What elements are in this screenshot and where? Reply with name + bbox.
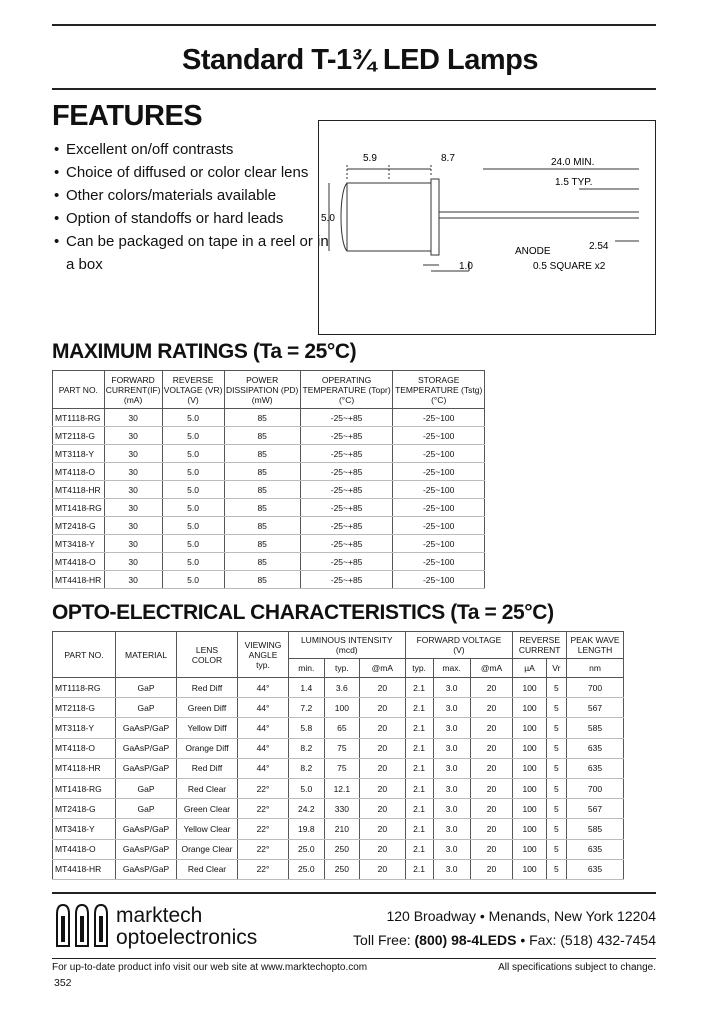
table-cell: 85 (224, 463, 300, 481)
table-cell: 20 (470, 778, 513, 798)
table-cell: 2.1 (405, 738, 433, 758)
table-cell: 5.0 (162, 553, 224, 571)
table-cell: 5.0 (289, 778, 325, 798)
table-cell: 5 (546, 738, 566, 758)
table-cell: MT1118-RG (53, 678, 116, 698)
table-cell: 100 (513, 839, 546, 859)
table-row (53, 718, 624, 738)
table-row (53, 859, 624, 879)
feature-item: • Option of standoffs or hard leads (54, 207, 334, 230)
table-cell: 19.8 (289, 819, 325, 839)
table-cell: 20 (470, 678, 513, 698)
table-cell: 20 (360, 678, 405, 698)
column-header: FORWARD VOLTAGE (V) (405, 632, 513, 659)
dim-label: 2.54 (589, 241, 609, 252)
table-cell: Red Diff (177, 758, 238, 778)
table-cell: 22° (238, 839, 289, 859)
table-row (53, 553, 485, 571)
sub-header: max. (433, 659, 470, 678)
column-header: VIEWING ANGLE typ. (238, 632, 289, 678)
table-cell: 3.0 (433, 738, 470, 758)
table-cell: -25~100 (393, 463, 485, 481)
table-cell: 20 (360, 839, 405, 859)
column-header: LUMINOUS INTENSITY (mcd) (289, 632, 406, 659)
feature-item: • Choice of diffused or color clear lens (54, 161, 334, 184)
opto-body (53, 678, 624, 880)
features-heading: FEATURES (52, 100, 203, 132)
sub-header: @mA (360, 659, 405, 678)
column-header: MATERIAL (116, 632, 177, 678)
table-cell: 20 (360, 758, 405, 778)
table-row (53, 463, 485, 481)
table-cell: 20 (360, 738, 405, 758)
table-cell: 250 (324, 859, 360, 879)
dim-label: 1.5 TYP. (555, 177, 593, 188)
table-cell: 30 (104, 427, 162, 445)
table-cell: MT4418-O (53, 553, 105, 571)
table-cell: 5 (546, 758, 566, 778)
table-row (53, 445, 485, 463)
table-cell: 20 (470, 718, 513, 738)
table-cell: Orange Diff (177, 738, 238, 758)
table-cell: 7.2 (289, 698, 325, 718)
table-cell: 85 (224, 553, 300, 571)
table-row (53, 698, 624, 718)
table-cell: -25~+85 (300, 427, 393, 445)
table-cell: GaAsP/GaP (116, 718, 177, 738)
table-cell: 30 (104, 481, 162, 499)
table-cell: 3.0 (433, 778, 470, 798)
table-cell: 3.0 (433, 799, 470, 819)
table-cell: 3.0 (433, 678, 470, 698)
table-cell: MT4418-HR (53, 859, 116, 879)
table-cell: 8.2 (289, 758, 325, 778)
table-cell: MT1418-RG (53, 778, 116, 798)
table-cell: Red Clear (177, 778, 238, 798)
sub-header: nm (567, 659, 624, 678)
table-cell: 585 (567, 819, 624, 839)
table-cell: 700 (567, 678, 624, 698)
table-cell: -25~+85 (300, 571, 393, 589)
table-cell: MT3118-Y (53, 718, 116, 738)
table-cell: MT2418-G (53, 799, 116, 819)
table-cell: 100 (513, 859, 546, 879)
table-cell: MT4118-HR (53, 758, 116, 778)
page-number: 352 (54, 977, 72, 989)
table-cell: 635 (567, 859, 624, 879)
top-rule (52, 24, 656, 26)
table-cell: -25~100 (393, 571, 485, 589)
title-rule (52, 88, 656, 90)
table-cell: -25~100 (393, 409, 485, 427)
table-cell: 5 (546, 839, 566, 859)
table-cell: Green Diff (177, 698, 238, 718)
table-cell: 85 (224, 571, 300, 589)
opto-heading: OPTO-ELECTRICAL CHARACTERISTICS (Ta = 25°C) (52, 601, 554, 624)
table-cell: 20 (470, 839, 513, 859)
table-cell: 5.0 (162, 445, 224, 463)
table-cell: 3.6 (324, 678, 360, 698)
table-cell: Green Clear (177, 799, 238, 819)
table-cell: -25~100 (393, 427, 485, 445)
table-cell: 5.0 (162, 427, 224, 445)
column-header: LENS COLOR (177, 632, 238, 678)
table-row (53, 571, 485, 589)
table-cell: 100 (513, 718, 546, 738)
sub-header: Vr (546, 659, 566, 678)
led-outline-diagram (319, 121, 655, 334)
table-row (53, 799, 624, 819)
table-cell: 2.1 (405, 839, 433, 859)
table-cell: -25~+85 (300, 535, 393, 553)
table-cell: 44° (238, 758, 289, 778)
table-cell: 20 (360, 698, 405, 718)
company-name-line2: optoelectronics (116, 926, 258, 949)
table-row (53, 409, 485, 427)
table-cell: 2.1 (405, 778, 433, 798)
table-cell: 3.0 (433, 698, 470, 718)
footer-rule (52, 892, 656, 894)
table-cell: 5 (546, 859, 566, 879)
table-cell: 30 (104, 445, 162, 463)
table-cell: 20 (360, 859, 405, 879)
table-cell: 20 (360, 778, 405, 798)
table-row (53, 535, 485, 553)
table-cell: 25.0 (289, 859, 325, 879)
table-cell: -25~+85 (300, 445, 393, 463)
table-cell: 210 (324, 819, 360, 839)
table-cell: -25~100 (393, 499, 485, 517)
table-cell: 20 (470, 859, 513, 879)
led-body (347, 183, 431, 251)
table-row (53, 758, 624, 778)
table-row (53, 678, 624, 698)
table-cell: 85 (224, 409, 300, 427)
table-cell: 5.0 (162, 499, 224, 517)
table-cell: 100 (513, 698, 546, 718)
column-header: PART NO. (53, 632, 116, 678)
table-cell: 5.0 (162, 517, 224, 535)
table-cell: Orange Clear (177, 839, 238, 859)
web-note: For up-to-date product info visit our web site at www.marktechopto.com (52, 962, 368, 973)
table-row (53, 481, 485, 499)
table-cell: -25~100 (393, 445, 485, 463)
toll-free-number: (800) 98-4LEDS (414, 932, 517, 948)
table-cell: Yellow Clear (177, 819, 238, 839)
table-cell: 2.1 (405, 799, 433, 819)
table-cell: GaP (116, 698, 177, 718)
table-cell: 5 (546, 698, 566, 718)
table-cell: 567 (567, 799, 624, 819)
table-cell: 85 (224, 535, 300, 553)
table-cell: -25~100 (393, 481, 485, 499)
sub-header: @mA (470, 659, 513, 678)
table-cell: 85 (224, 499, 300, 517)
table-cell: MT1418-RG (53, 499, 105, 517)
table-cell: 100 (513, 758, 546, 778)
column-header: REVERSE CURRENT (513, 632, 567, 659)
column-header: STORAGE TEMPERATURE (Tstg) (°C) (393, 371, 485, 409)
column-header: PART NO. (53, 371, 105, 409)
table-cell: 20 (470, 698, 513, 718)
table-cell: 5 (546, 778, 566, 798)
feature-item: • Other colors/materials available (54, 184, 334, 207)
table-cell: 100 (513, 819, 546, 839)
table-cell: 8.2 (289, 738, 325, 758)
table-cell: 5.8 (289, 718, 325, 738)
table-cell: MT2118-G (53, 698, 116, 718)
table-cell: 22° (238, 778, 289, 798)
table-cell: -25~+85 (300, 409, 393, 427)
table-cell: 5 (546, 819, 566, 839)
company-address: 120 Broadway • Menands, New York 12204 (386, 908, 656, 924)
table-cell: 30 (104, 535, 162, 553)
table-cell: 20 (470, 738, 513, 758)
lens-dome (341, 183, 347, 251)
table-cell: GaAsP/GaP (116, 859, 177, 879)
marktech-logo-icon (54, 900, 112, 950)
table-cell: 700 (567, 778, 624, 798)
table-cell: -25~100 (393, 517, 485, 535)
table-cell: 2.1 (405, 758, 433, 778)
table-cell: MT2118-G (53, 427, 105, 445)
table-cell: 5.0 (162, 481, 224, 499)
table-cell: 20 (470, 758, 513, 778)
footer-rule-bottom (52, 958, 656, 959)
table-cell: 2.1 (405, 698, 433, 718)
table-cell: 2.1 (405, 819, 433, 839)
company-name-line1: marktech (116, 904, 203, 927)
table-cell: GaP (116, 678, 177, 698)
table-cell: 3.0 (433, 718, 470, 738)
dim-label: 1.0 (459, 261, 473, 272)
dim-label: 5.0 (321, 213, 335, 224)
table-cell: 30 (104, 517, 162, 535)
table-cell: GaP (116, 799, 177, 819)
spec-note: All specifications subject to change. (498, 962, 656, 973)
table-cell: 2.1 (405, 718, 433, 738)
table-cell: -25~100 (393, 553, 485, 571)
dim-label: 24.0 MIN. (551, 157, 595, 168)
table-cell: 85 (224, 517, 300, 535)
table-cell: 585 (567, 718, 624, 738)
table-cell: 30 (104, 553, 162, 571)
column-header: REVERSE VOLTAGE (VR) (V) (162, 371, 224, 409)
table-cell: 250 (324, 839, 360, 859)
table-cell: 65 (324, 718, 360, 738)
table-row (53, 738, 624, 758)
table-cell: 75 (324, 738, 360, 758)
opto-table (52, 631, 624, 880)
table-cell: GaAsP/GaP (116, 819, 177, 839)
table-cell: MT3118-Y (53, 445, 105, 463)
table-cell: 100 (324, 698, 360, 718)
table-cell: 5 (546, 799, 566, 819)
table-cell: -25~+85 (300, 463, 393, 481)
table-cell: 20 (470, 819, 513, 839)
table-row (53, 819, 624, 839)
table-cell: Red Clear (177, 859, 238, 879)
table-cell: MT2418-G (53, 517, 105, 535)
table-cell: -25~+85 (300, 553, 393, 571)
table-cell: Yellow Diff (177, 718, 238, 738)
table-cell: 20 (360, 799, 405, 819)
max-ratings-heading: MAXIMUM RATINGS (Ta = 25°C) (52, 340, 357, 363)
feature-item: • Excellent on/off contrasts (54, 138, 334, 161)
table-cell: 3.0 (433, 839, 470, 859)
table-cell: GaAsP/GaP (116, 738, 177, 758)
table-cell: 30 (104, 409, 162, 427)
table-cell: 100 (513, 799, 546, 819)
table-cell: 85 (224, 481, 300, 499)
table-cell: 25.0 (289, 839, 325, 859)
table-cell: 20 (360, 819, 405, 839)
table-cell: MT4418-HR (53, 571, 105, 589)
table-cell: 22° (238, 859, 289, 879)
sub-header: typ. (324, 659, 360, 678)
dim-label: 0.5 SQUARE x2 (533, 261, 606, 272)
table-cell: MT1118-RG (53, 409, 105, 427)
table-cell: 44° (238, 718, 289, 738)
table-cell: MT4118-HR (53, 481, 105, 499)
table-cell: 20 (470, 799, 513, 819)
feature-item: • Can be packaged on tape in a reel or in a box (54, 230, 334, 276)
table-cell: 44° (238, 738, 289, 758)
table-cell: 85 (224, 445, 300, 463)
table-row (53, 499, 485, 517)
table-cell: 24.2 (289, 799, 325, 819)
column-header: PEAK WAVE LENGTH (567, 632, 624, 659)
column-header: FORWARD CURRENT(IF) (mA) (104, 371, 162, 409)
table-cell: -25~100 (393, 535, 485, 553)
table-cell: MT4118-O (53, 463, 105, 481)
table-cell: 2.1 (405, 859, 433, 879)
table-cell: 5.0 (162, 409, 224, 427)
table-row (53, 427, 485, 445)
table-cell: 100 (513, 778, 546, 798)
max-ratings-table (52, 370, 485, 589)
table-cell: 3.0 (433, 859, 470, 879)
table-cell: 22° (238, 819, 289, 839)
table-cell: 3.0 (433, 758, 470, 778)
table-cell: 635 (567, 758, 624, 778)
table-cell: GaAsP/GaP (116, 758, 177, 778)
table-cell: MT3418-Y (53, 819, 116, 839)
table-cell: 75 (324, 758, 360, 778)
column-header: POWER DISSIPATION (PD) (mW) (224, 371, 300, 409)
table-cell: 30 (104, 499, 162, 517)
table-cell: 635 (567, 738, 624, 758)
table-cell: 3.0 (433, 819, 470, 839)
table-cell: MT4118-O (53, 738, 116, 758)
table-cell: 30 (104, 463, 162, 481)
table-row (53, 778, 624, 798)
table-cell: 1.4 (289, 678, 325, 698)
dim-label: 8.7 (441, 153, 455, 164)
sub-header: min. (289, 659, 325, 678)
table-cell: 5.0 (162, 463, 224, 481)
table-cell: 330 (324, 799, 360, 819)
table-cell: 85 (224, 427, 300, 445)
table-cell: 567 (567, 698, 624, 718)
table-cell: 30 (104, 571, 162, 589)
max-ratings-body (53, 409, 485, 589)
table-cell: 5.0 (162, 571, 224, 589)
table-cell: MT3418-Y (53, 535, 105, 553)
table-cell: 44° (238, 678, 289, 698)
table-cell: Red Diff (177, 678, 238, 698)
table-cell: 5.0 (162, 535, 224, 553)
dimension-drawing (318, 120, 656, 335)
table-cell: -25~+85 (300, 499, 393, 517)
table-cell: 44° (238, 698, 289, 718)
sub-header: µA (513, 659, 546, 678)
table-cell: -25~+85 (300, 517, 393, 535)
table-cell: 635 (567, 839, 624, 859)
table-cell: 12.1 (324, 778, 360, 798)
table-row (53, 517, 485, 535)
table-cell: 20 (360, 718, 405, 738)
features-list (54, 138, 334, 276)
table-cell: 22° (238, 799, 289, 819)
page-title: Standard T-1¾ LED Lamps (182, 44, 538, 76)
table-cell: 5 (546, 678, 566, 698)
table-cell: 100 (513, 678, 546, 698)
table-row (53, 839, 624, 859)
sub-header: typ. (405, 659, 433, 678)
dim-label: ANODE (515, 246, 551, 257)
table-cell: GaP (116, 778, 177, 798)
table-cell: 100 (513, 738, 546, 758)
company-contact: Toll Free: (800) 98-4LEDS • Fax: (518) 432-7454 (353, 932, 656, 948)
led-flange (431, 179, 439, 255)
table-cell: -25~+85 (300, 481, 393, 499)
table-cell: MT4418-O (53, 839, 116, 859)
column-header: OPERATING TEMPERATURE (Topr) (°C) (300, 371, 393, 409)
table-cell: GaAsP/GaP (116, 839, 177, 859)
table-cell: 5 (546, 718, 566, 738)
table-cell: 2.1 (405, 678, 433, 698)
dim-label: 5.9 (363, 153, 377, 164)
